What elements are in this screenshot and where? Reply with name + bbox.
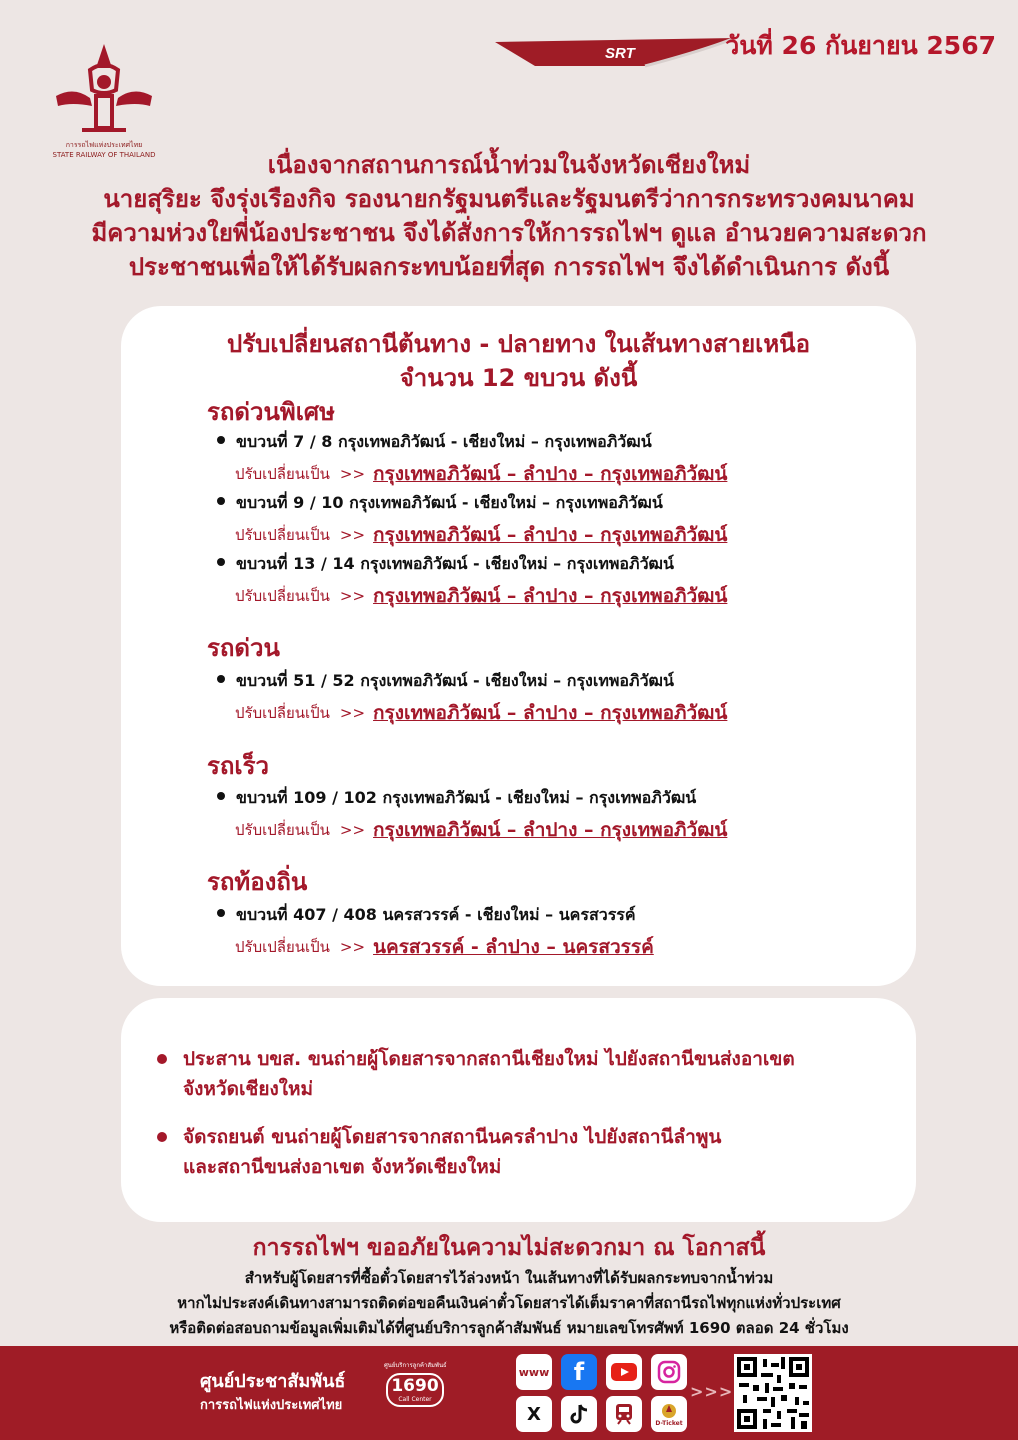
train-app-icon[interactable] xyxy=(606,1396,642,1432)
x-twitter-icon[interactable] xyxy=(516,1396,552,1432)
tiktok-icon[interactable] xyxy=(561,1396,597,1432)
intro-line: ประชาชนเพื่อให้ได้รับผลกระทบน้อยที่สุด การรถไฟฯ จึงได้ดำเนินการ ดังนี้ xyxy=(128,253,890,281)
service-line: ประสาน บขส. ขนถ่ายผู้โดยสารจากสถานีเชียงใหม่ ไปยังสถานีขนส่งอาเขต xyxy=(183,1048,795,1070)
logo-text-en: STATE RAILWAY OF THAILAND xyxy=(52,151,156,159)
new-route: กรุงเทพอภิวัฒน์ – ลำปาง – กรุงเทพอภิวัฒน์ xyxy=(373,585,728,607)
change-label: ปรับเปลี่ยนเป็น xyxy=(235,587,330,605)
footer xyxy=(0,1346,1018,1440)
srt-emblem-icon xyxy=(52,40,156,138)
footer-title: ศูนย์ประชาสัมพันธ์ xyxy=(200,1371,346,1392)
qr-code-icon xyxy=(737,1357,809,1429)
bullet-icon xyxy=(217,558,225,566)
train-item xyxy=(217,669,674,694)
refund-notes xyxy=(0,1266,1018,1341)
changes-subtitle: จำนวน 12 ขบวน ดังนี้ xyxy=(399,364,638,392)
qr-code[interactable] xyxy=(734,1354,812,1432)
instagram-camera-icon xyxy=(657,1360,681,1384)
d-ticket-label: D-Ticket xyxy=(655,1419,683,1427)
arrow-text: >> xyxy=(339,938,366,956)
train-text: ขบวนที่ 9 / 10 กรุงเทพอภิวัฒน์ - เชียงใหม่ – กรุงเทพอภิวัฒน์ xyxy=(236,493,663,512)
intro-text xyxy=(30,148,988,284)
instagram-icon[interactable] xyxy=(651,1354,687,1390)
date-label: วันที่ 26 กันยายน 2567 xyxy=(725,31,996,60)
route-change xyxy=(235,581,727,611)
d-ticket-emblem-icon xyxy=(660,1402,678,1420)
services-card xyxy=(121,998,916,1222)
change-label: ปรับเปลี่ยนเป็น xyxy=(235,938,330,956)
intro-line: นายสุริยะ จึงรุ่งเรืองกิจ รองนายกรัฐมนตรีและรัฐมนตรีว่าการกระทรวงคมนาคม xyxy=(103,185,915,213)
call-center[interactable] xyxy=(384,1360,446,1426)
route-change xyxy=(235,932,654,962)
bullet-icon xyxy=(217,497,225,505)
header xyxy=(0,0,1018,159)
x-text: X xyxy=(527,1403,541,1425)
note-line: หากไม่ประสงค์เดินทางสามารถติดต่อขอคืนเงินค่าตั๋วโดยสารได้เต็มราคาที่สถานีรถไฟทุกแห่งทั่วประเทศ xyxy=(177,1294,841,1312)
change-label: ปรับเปลี่ยนเป็น xyxy=(235,465,330,483)
service-line: จัดรถยนต์ ขนถ่ายผู้โดยสารจากสถานีนครลำปาง ไปยังสถานีลำพูน xyxy=(183,1126,722,1148)
arrows-text: >>> xyxy=(690,1382,734,1401)
bullet-icon xyxy=(217,792,225,800)
changes-title: ปรับเปลี่ยนสถานีต้นทาง - ปลายทาง ในเส้นทางสายเหนือ xyxy=(227,330,810,358)
bullet-icon xyxy=(217,675,225,683)
service-item xyxy=(157,1122,897,1182)
change-label: ปรับเปลี่ยนเป็น xyxy=(235,526,330,544)
new-route: นครสวรรค์ - ลำปาง – นครสวรรค์ xyxy=(373,936,654,958)
service-item xyxy=(157,1044,897,1104)
phone-icon xyxy=(386,1373,444,1407)
call-number: 1690 xyxy=(391,1376,439,1396)
new-route: กรุงเทพอภิวัฒน์ – ลำปาง – กรุงเทพอภิวัฒน์ xyxy=(373,819,728,841)
new-route: กรุงเทพอภิวัฒน์ – ลำปาง – กรุงเทพอภิวัฒน์ xyxy=(373,463,728,485)
train-item xyxy=(217,552,674,577)
srt-logo xyxy=(48,40,160,160)
category-heading: รถท้องถิ่น xyxy=(207,868,308,896)
note-line: สำหรับผู้โดยสารที่ซื้อตั๋วโดยสารไว้ล่วงหน้า ในเส้นทางที่ได้รับผลกระทบจากน้ำท่วม xyxy=(244,1269,774,1287)
arrow-text: >> xyxy=(339,821,366,839)
arrow-text: >> xyxy=(339,704,366,722)
train-item xyxy=(217,786,696,811)
bullet-icon xyxy=(217,436,225,444)
train-text: ขบวนที่ 13 / 14 กรุงเทพอภิวัฒน์ - เชียงใหม่ – กรุงเทพอภิวัฒน์ xyxy=(236,554,674,573)
train-item xyxy=(217,430,652,455)
route-change xyxy=(235,520,727,550)
route-change xyxy=(235,698,727,728)
service-line: และสถานีขนส่งอาเขต จังหวัดเชียงใหม่ xyxy=(183,1156,502,1178)
bullet-icon xyxy=(217,909,225,917)
facebook-icon[interactable] xyxy=(561,1354,597,1390)
intro-line: เนื่องจากสถานการณ์น้ำท่วมในจังหวัดเชียงใหม่ xyxy=(267,151,751,179)
note-line: หรือติดต่อสอบถามข้อมูลเพิ่มเติมได้ที่ศูนย์บริการลูกค้าสัมพันธ์ หมายเลขโทรศัพท์ 1690 ตลอด 24 ชั่วโมง xyxy=(169,1319,849,1337)
facebook-text: f xyxy=(573,1358,585,1386)
route-change xyxy=(235,815,727,845)
train-icon xyxy=(611,1401,637,1427)
www-text: www xyxy=(518,1365,550,1379)
youtube-icon[interactable] xyxy=(606,1354,642,1390)
train-item xyxy=(217,903,636,928)
arrow-text: >> xyxy=(339,526,366,544)
intro-line: มีความห่วงใยพี่น้องประชาชน จึงได้สั่งการให้การรถไฟฯ ดูแล อำนวยความสะดวก xyxy=(91,219,927,247)
d-ticket-icon[interactable] xyxy=(651,1396,687,1432)
call-center-caption: ศูนย์บริการลูกค้าสัมพันธ์ xyxy=(384,1362,447,1369)
call-label: Call Center xyxy=(398,1396,432,1403)
route-changes-card xyxy=(121,306,916,986)
tiktok-note-icon xyxy=(569,1403,589,1425)
change-label: ปรับเปลี่ยนเป็น xyxy=(235,704,330,722)
service-line: จังหวัดเชียงใหม่ xyxy=(183,1078,314,1100)
arrow-text: >> xyxy=(339,465,366,483)
train-text: ขบวนที่ 7 / 8 กรุงเทพอภิวัฒน์ - เชียงใหม่ – กรุงเทพอภิวัฒน์ xyxy=(236,432,652,451)
arrow-text: >> xyxy=(339,587,366,605)
youtube-play-icon xyxy=(611,1363,637,1381)
category-heading: รถเร็ว xyxy=(207,752,269,780)
footer-subtitle: การรถไฟแห่งประเทศไทย xyxy=(200,1398,343,1413)
train-text: ขบวนที่ 109 / 102 กรุงเทพอภิวัฒน์ - เชียงใหม่ – กรุงเทพอภิวัฒน์ xyxy=(236,788,697,807)
train-item xyxy=(217,491,663,516)
route-change xyxy=(235,459,727,489)
bullet-icon xyxy=(157,1054,167,1064)
website-icon[interactable] xyxy=(516,1354,552,1390)
bullet-icon xyxy=(157,1132,167,1142)
srt-swoosh-icon xyxy=(495,36,735,70)
logo-text-th: การรถไฟแห่งประเทศไทย xyxy=(65,141,143,149)
new-route: กรุงเทพอภิวัฒน์ – ลำปาง – กรุงเทพอภิวัฒน์ xyxy=(373,702,728,724)
category-heading: รถด่วน xyxy=(207,634,280,662)
change-label: ปรับเปลี่ยนเป็น xyxy=(235,821,330,839)
srt-brand-text: SRT xyxy=(605,45,635,62)
category-heading: รถด่วนพิเศษ xyxy=(207,398,335,426)
apology-text: การรถไฟฯ ขออภัยในความไม่สะดวกมา ณ โอกาสนี้ xyxy=(252,1235,766,1261)
new-route: กรุงเทพอภิวัฒน์ – ลำปาง – กรุงเทพอภิวัฒน์ xyxy=(373,524,728,546)
train-text: ขบวนที่ 51 / 52 กรุงเทพอภิวัฒน์ - เชียงใหม่ – กรุงเทพอภิวัฒน์ xyxy=(236,671,674,690)
train-text: ขบวนที่ 407 / 408 นครสวรรค์ - เชียงใหม่ – นครสวรรค์ xyxy=(236,905,636,924)
